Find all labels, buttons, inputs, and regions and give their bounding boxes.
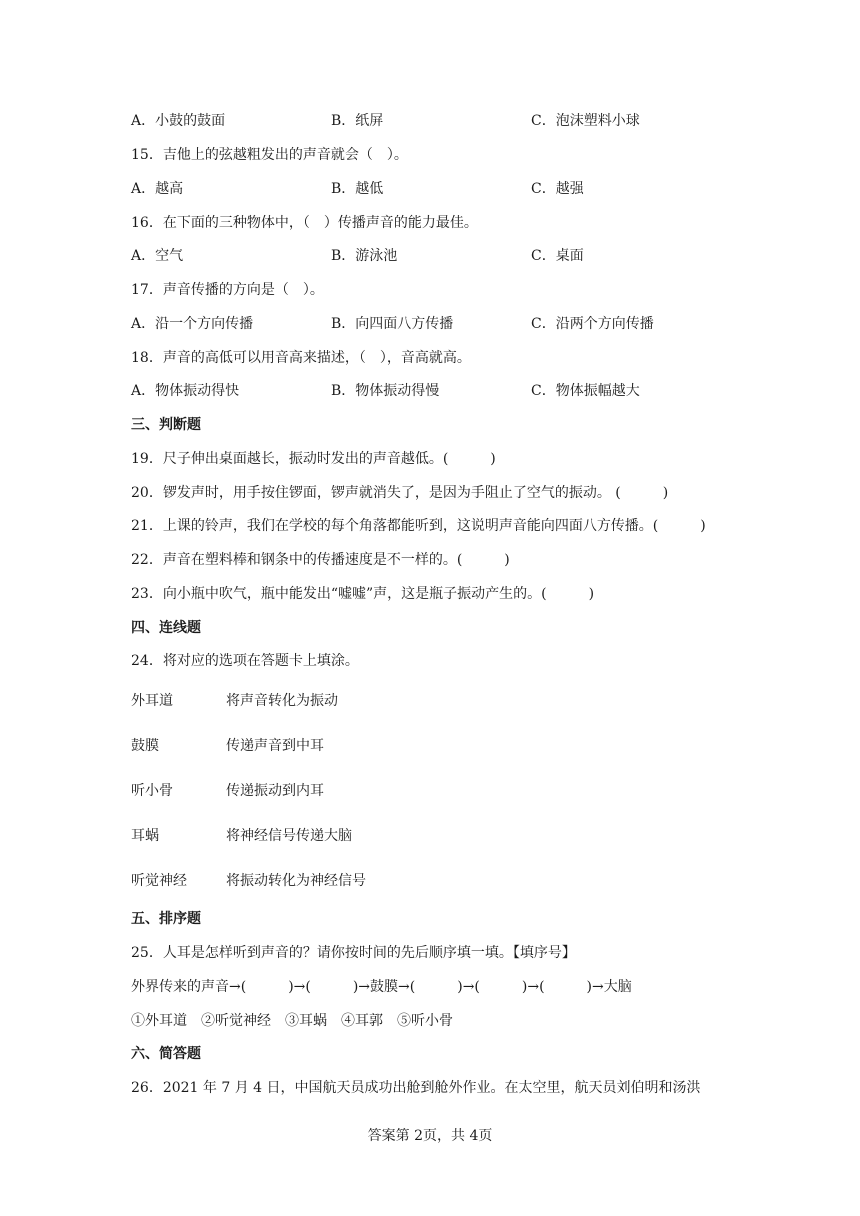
question-20: 20．锣发声时，用手按住锣面，锣声就消失了，是因为手阻止了空气的振动。 ( ) [131,485,669,501]
question-25: 25．人耳是怎样听到声音的？请你按时间的先后顺序填一填。【填序号】 [131,945,576,961]
option-c: C．越强 [531,181,584,197]
option-b: B．越低 [331,181,384,197]
question-22: 22．声音在塑料棒和钢条中的传播速度是不一样的。( ) [131,552,510,568]
question-18: 18．声音的高低可以用音高来描述，（ ），音高就高。 [131,350,471,366]
match-right-item: 将振动转化为神经信号 [226,873,366,889]
option-a: A．沿一个方向传播 [131,316,254,332]
option-a: A．小鼓的鼓面 [131,113,226,129]
match-left-item: 听小骨 [131,783,173,799]
match-left-item: 耳蜗 [131,828,159,844]
option-a: A．物体振动得快 [131,383,240,399]
question-25-chain: 外界传来的声音→( )→( )→鼓膜→( )→( )→( )→大脑 [131,979,632,995]
match-left-item: 听觉神经 [131,873,187,889]
page-footer: 答案第 2页，共 4页 [367,1128,493,1144]
option-a: A．越高 [131,181,184,197]
question-21: 21．上课的铃声，我们在学校的每个角落都能听到，这说明声音能向四面八方传播。( ) [131,518,706,534]
section-heading-judge: 三、判断题 [131,417,201,433]
option-b: B．物体振动得慢 [331,383,440,399]
question-19: 19．尺子伸出桌面越长，振动时发出的声音越低。( ) [131,451,496,467]
question-16: 16．在下面的三种物体中，（ ）传播声音的能力最佳。 [131,215,478,231]
option-b: B．游泳池 [331,248,398,264]
match-left-item: 鼓膜 [131,738,159,754]
match-right-item: 将声音转化为振动 [226,693,338,709]
question-17: 17．声音传播的方向是（ ）。 [131,282,324,298]
section-heading-matching: 四、连线题 [131,620,201,636]
question-26: 26．2021 年 7 月 4 日，中国航天员成功出舱到舱外作业。在太空里，航天员刘伯明和汤洪 [131,1080,701,1096]
question-15: 15．吉他上的弦越粗发出的声音就会（ ）。 [131,147,408,163]
option-c: C．沿两个方向传播 [531,316,654,332]
question-23: 23．向小瓶中吹气，瓶中能发出“嘘嘘”声，这是瓶子振动产生的。( ) [131,586,595,602]
question-25-items: ①外耳道 ②听觉神经 ③耳蜗 ④耳郭 ⑤听小骨 [131,1013,453,1029]
match-right-item: 传递振动到内耳 [226,783,324,799]
match-right-item: 将神经信号传递大脑 [226,828,352,844]
option-c: C．物体振幅越大 [531,383,640,399]
section-heading-ordering: 五、排序题 [131,911,201,927]
match-left-item: 外耳道 [131,693,173,709]
option-c: C．桌面 [531,248,584,264]
option-b: B．向四面八方传播 [331,316,454,332]
section-heading-short-answer: 六、简答题 [131,1046,201,1062]
option-c: C．泡沫塑料小球 [531,113,640,129]
option-a: A．空气 [131,248,184,264]
question-24: 24．将对应的选项在答题卡上填涂。 [131,653,359,669]
option-b: B．纸屏 [331,113,384,129]
match-right-item: 传递声音到中耳 [226,738,324,754]
